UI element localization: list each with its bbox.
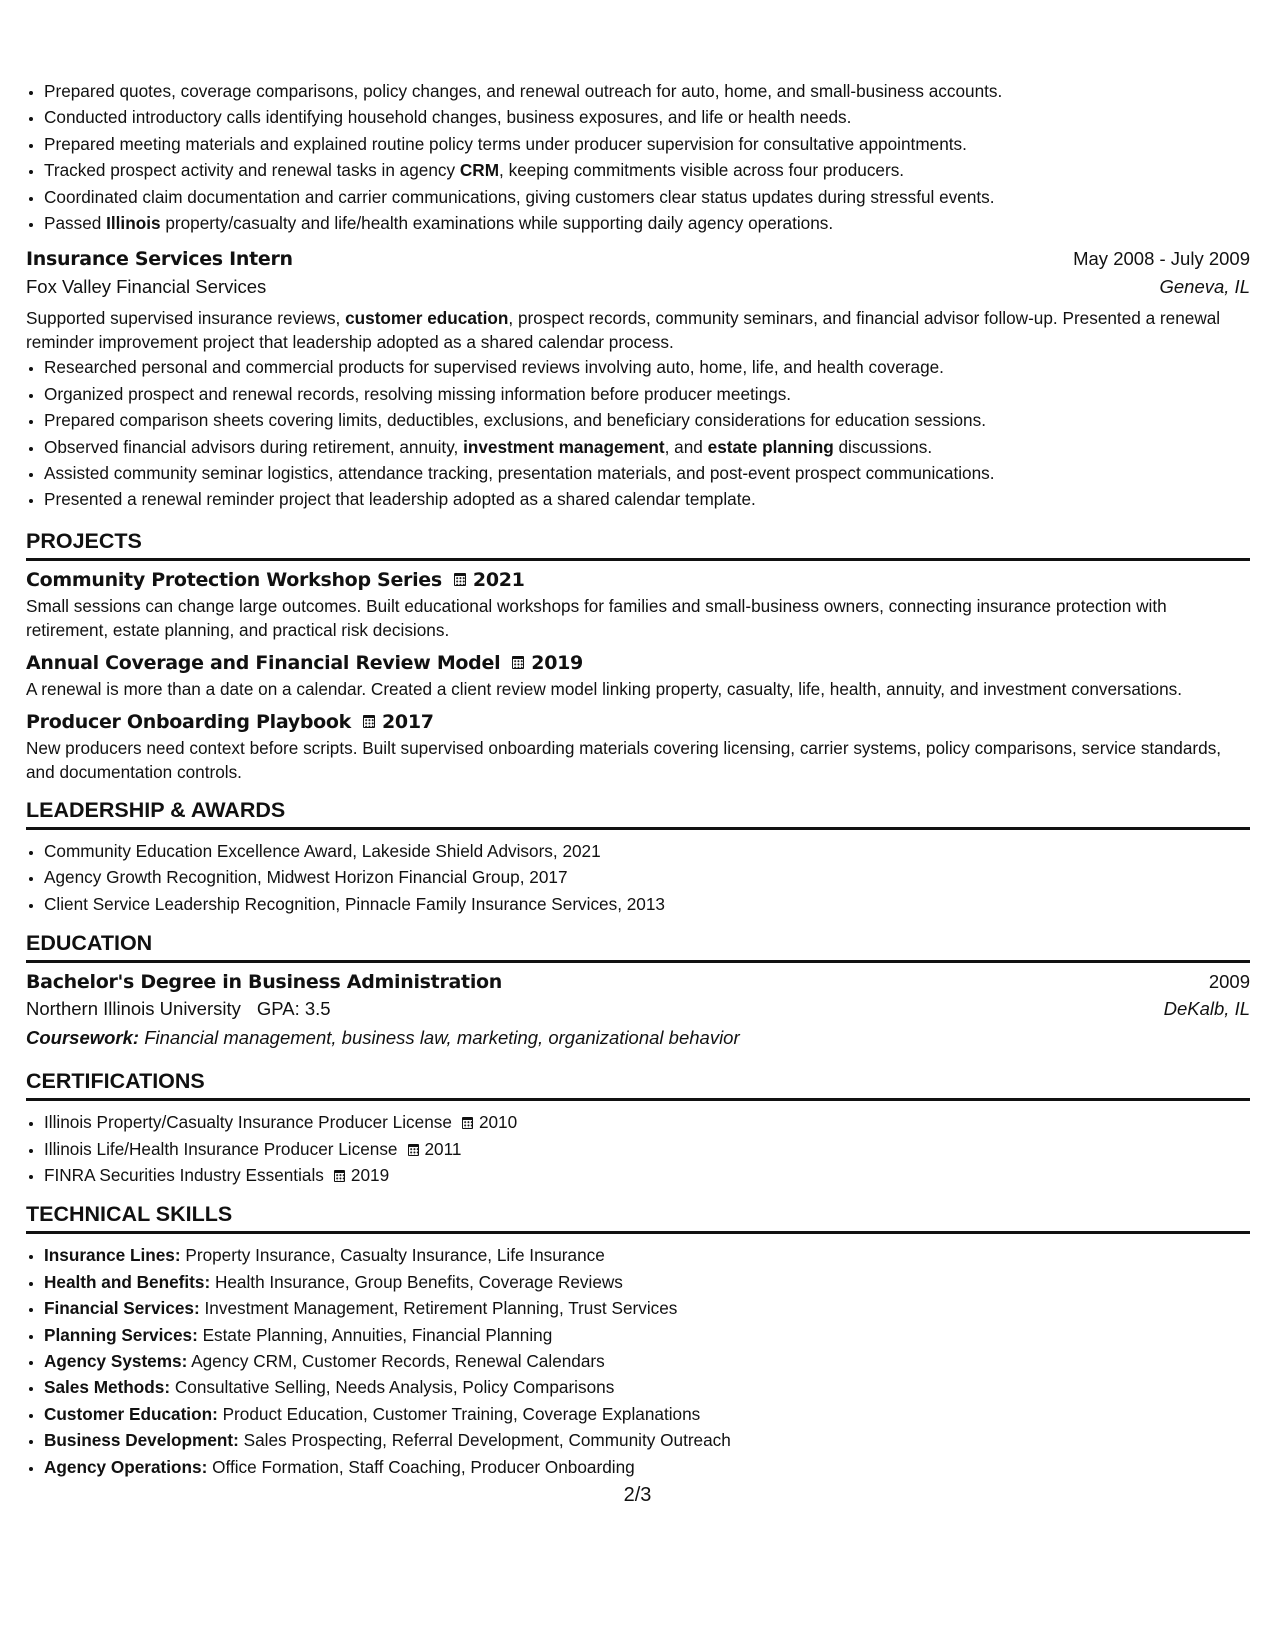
bullet-item: • Prepared comparison sheets covering limits, deductibles, exclusions, and beneficiary considerations for education sessions.	[44, 407, 1250, 433]
coursework-list: Financial management, business law, marketing, organizational behavior	[144, 1027, 740, 1049]
job-dates: May 2008 - July 2009	[1073, 248, 1250, 270]
project-title: Producer Onboarding Playbook	[26, 710, 351, 733]
skill-item: • Insurance Lines: Property Insurance, Casualty Insurance, Life Insurance	[44, 1242, 1250, 1268]
skill-item: • Health and Benefits: Health Insurance, Group Benefits, Coverage Reviews	[44, 1269, 1250, 1295]
skill-item: • Planning Services: Estate Planning, Annuities, Financial Planning	[44, 1322, 1250, 1348]
bullet-item: • Presented a renewal reminder project that leadership adopted as a shared calendar template.	[44, 486, 1250, 512]
project-entry	[26, 652, 1250, 701]
school-name: Northern Illinois University	[26, 998, 241, 1020]
section-heading-certifications: CERTIFICATIONS	[26, 1069, 1250, 1101]
bullet-item: • Assisted community seminar logistics, attendance tracking, presentation materials, and post-event prospect communications.	[44, 460, 1250, 486]
skill-item: • Customer Education: Product Education, Customer Training, Coverage Explanations	[44, 1401, 1250, 1427]
project-title: Community Protection Workshop Series	[26, 568, 442, 591]
skill-item: • Business Development: Sales Prospecting, Referral Development, Community Outreach	[44, 1427, 1250, 1453]
company-name: Fox Valley Financial Services	[26, 276, 267, 298]
bullet-item: • Observed financial advisors during retirement, annuity, investment management, and estate planning discussions.	[44, 434, 1250, 460]
project-year: 2019	[531, 651, 583, 674]
education-entry	[26, 971, 1250, 1049]
project-entry	[26, 569, 1250, 642]
school-location: DeKalb, IL	[1163, 998, 1250, 1020]
school-line	[26, 998, 331, 1020]
bullet-item: • Passed Illinois property/casualty and life/health examinations while supporting daily agency operations.	[44, 210, 1250, 236]
bullet-item: • Researched personal and commercial products for supervised reviews involving auto, home, life, and health coverage.	[44, 354, 1250, 380]
coursework-label: Coursework:	[26, 1027, 140, 1049]
job-entry-intern	[26, 248, 1250, 512]
page-number: 2/3	[623, 1484, 652, 1506]
job-title: Insurance Services Intern	[26, 248, 293, 271]
project-year: 2021	[472, 568, 525, 591]
gpa: GPA: 3.5	[256, 998, 331, 1020]
section-heading-skills: TECHNICAL SKILLS	[26, 1202, 1250, 1234]
degree-name: Bachelor's Degree in Business Administration	[26, 971, 503, 994]
bullet-item: • Tracked prospect activity and renewal tasks in agency CRM, keeping commitments visible across four producers.	[44, 157, 1250, 183]
bullet-item: • Prepared quotes, coverage comparisons, policy changes, and renewal outreach for auto, home, and small-business accounts.	[44, 78, 1250, 104]
project-description: A renewal is more than a date on a calendar. Created a client review model linking property, casualty, life, health, annuity, and investment conversations.	[26, 678, 1183, 699]
bullet-item: • Organized prospect and renewal records, resolving missing information before producer meetings.	[44, 381, 1250, 407]
calendar-icon	[454, 573, 466, 586]
coursework	[26, 1027, 1250, 1049]
calendar-icon	[334, 1170, 345, 1182]
certification-item: • FINRA Securities Industry Essentials 2019	[44, 1162, 1250, 1188]
resume-page	[26, 78, 1250, 1480]
certifications-list	[26, 1109, 1250, 1188]
certification-item: • Illinois Property/Casualty Insurance Producer License 2010	[44, 1109, 1250, 1135]
awards-list	[26, 838, 1250, 917]
graduation-year: 2009	[1208, 971, 1250, 993]
project-description: New producers need context before scripts. Built supervised onboarding materials covering licensing, carrier systems, policy comparisons, service standards, and documentation controls.	[26, 737, 1222, 782]
project-description: Small sessions can change large outcomes. Built educational workshops for families and small-business owners, connecting insurance protection with retirement, estate planning, and practical risk decisions.	[26, 595, 1167, 640]
project-entry	[26, 711, 1250, 784]
job-summary: Supported supervised insurance reviews, customer education, prospect records, community seminars, and financial advisor follow-up. Presented a renewal reminder improvement project that leadership adopted as a shared calendar process.	[26, 308, 1221, 353]
section-heading-leadership: LEADERSHIP & AWARDS	[26, 798, 1250, 830]
previous-role-bullets	[26, 78, 1250, 236]
bullet-item: • Prepared meeting materials and explained routine policy terms under producer supervision for consultative appointments.	[44, 131, 1250, 157]
bullet-item: • Conducted introductory calls identifying household changes, business exposures, and life or health needs.	[44, 104, 1250, 130]
skill-item: • Agency Systems: Agency CRM, Customer Records, Renewal Calendars	[44, 1348, 1250, 1374]
calendar-icon	[512, 656, 524, 669]
bullet-item: • Coordinated claim documentation and carrier communications, giving customers clear status updates during stressful events.	[44, 184, 1250, 210]
skills-list	[26, 1242, 1250, 1480]
award-item: • Community Education Excellence Award, Lakeside Shield Advisors, 2021	[44, 838, 1250, 864]
skill-item: • Agency Operations: Office Formation, Staff Coaching, Producer Onboarding	[44, 1454, 1250, 1480]
job-location: Geneva, IL	[1159, 276, 1250, 298]
intern-bullets	[26, 354, 1250, 512]
section-heading-education: EDUCATION	[26, 931, 1250, 963]
award-item: • Client Service Leadership Recognition, Pinnacle Family Insurance Services, 2013	[44, 891, 1250, 917]
calendar-icon	[462, 1117, 473, 1129]
skill-item: • Sales Methods: Consultative Selling, Needs Analysis, Policy Comparisons	[44, 1374, 1250, 1400]
certification-item: • Illinois Life/Health Insurance Producer License 2011	[44, 1136, 1250, 1162]
section-heading-projects: PROJECTS	[26, 529, 1250, 561]
calendar-icon	[363, 715, 375, 728]
project-title: Annual Coverage and Financial Review Model	[26, 651, 501, 674]
project-year: 2017	[382, 710, 434, 733]
calendar-icon	[408, 1144, 419, 1156]
skill-item: • Financial Services: Investment Management, Retirement Planning, Trust Services	[44, 1295, 1250, 1321]
award-item: • Agency Growth Recognition, Midwest Horizon Financial Group, 2017	[44, 864, 1250, 890]
